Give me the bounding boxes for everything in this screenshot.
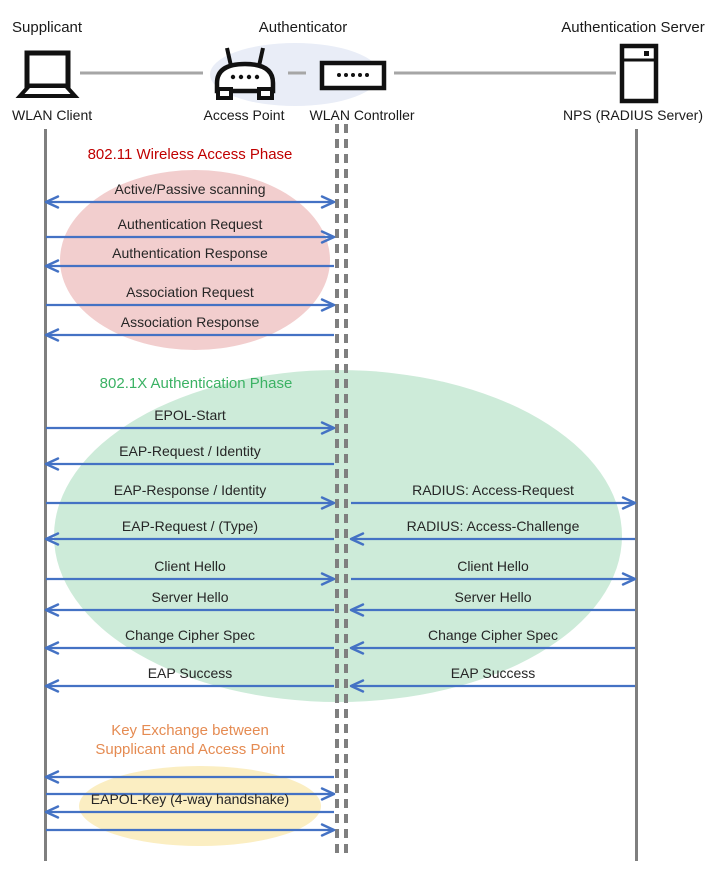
message-arrow (46, 261, 334, 272)
message-label: EPOL-Start (154, 407, 226, 423)
message-arrow (46, 423, 334, 434)
message-arrow (46, 574, 334, 585)
message-label: Client Hello (457, 558, 529, 574)
message-label: RADIUS: Access-Request (412, 482, 574, 498)
message-label: Active/Passive scanning (114, 181, 266, 197)
message-arrow (46, 498, 334, 509)
role-authenticator: Authenticator (258, 19, 348, 36)
message-label: Association Response (120, 314, 260, 330)
message-arrow (46, 643, 334, 654)
message-label: EAP Success (450, 665, 536, 681)
message-label: EAP-Response / Identity (113, 482, 267, 498)
role-authentication-server: Authentication Server (561, 19, 705, 36)
phase2-title: 802.1X Authentication Phase (99, 375, 293, 392)
message-label: EAP-Request / Identity (119, 443, 261, 459)
message-arrow (351, 498, 635, 509)
message-label: Server Hello (151, 589, 229, 605)
message-label: Client Hello (154, 558, 226, 574)
message-label: EAPOL-Key (4-way handshake) (90, 791, 290, 807)
message-label: EAP-Request / (Type) (121, 518, 259, 534)
message-label: RADIUS: Access-Challenge (406, 518, 580, 534)
message-label: Server Hello (454, 589, 532, 605)
message-arrow (351, 574, 635, 585)
message-arrow (351, 534, 635, 545)
message-label: Change Cipher Spec (125, 627, 255, 643)
message-arrow (46, 197, 334, 208)
message-arrow (46, 330, 334, 341)
role-supplicant: Supplicant (12, 19, 83, 36)
message-arrow (46, 825, 334, 836)
message-label: EAP Success (147, 665, 233, 681)
message-label: Association Request (126, 284, 254, 300)
message-arrow (351, 681, 635, 692)
message-arrow (46, 807, 334, 818)
message-label: Authentication Request (117, 216, 263, 232)
message-label: Change Cipher Spec (428, 627, 558, 643)
message-arrow (46, 300, 334, 311)
phase1-title: 802.11 Wireless Access Phase (87, 146, 293, 163)
device-nps-radius-server: NPS (RADIUS Server) (562, 107, 704, 123)
message-arrow (46, 681, 334, 692)
message-arrow (46, 605, 334, 616)
message-arrow (351, 605, 635, 616)
message-arrow (46, 459, 334, 470)
message-label: Authentication Response (112, 245, 268, 261)
device-wlan-controller: WLAN Controller (309, 107, 415, 123)
phase3-title-line2: Supplicant and Access Point (95, 741, 285, 758)
message-arrow (351, 643, 635, 654)
message-arrow (46, 772, 334, 783)
device-wlan-client: WLAN Client (12, 107, 93, 123)
phase3-title-line1: Key Exchange between (111, 722, 269, 739)
message-arrow (46, 232, 334, 243)
message-arrow (46, 534, 334, 545)
device-access-point: Access Point (203, 107, 285, 123)
